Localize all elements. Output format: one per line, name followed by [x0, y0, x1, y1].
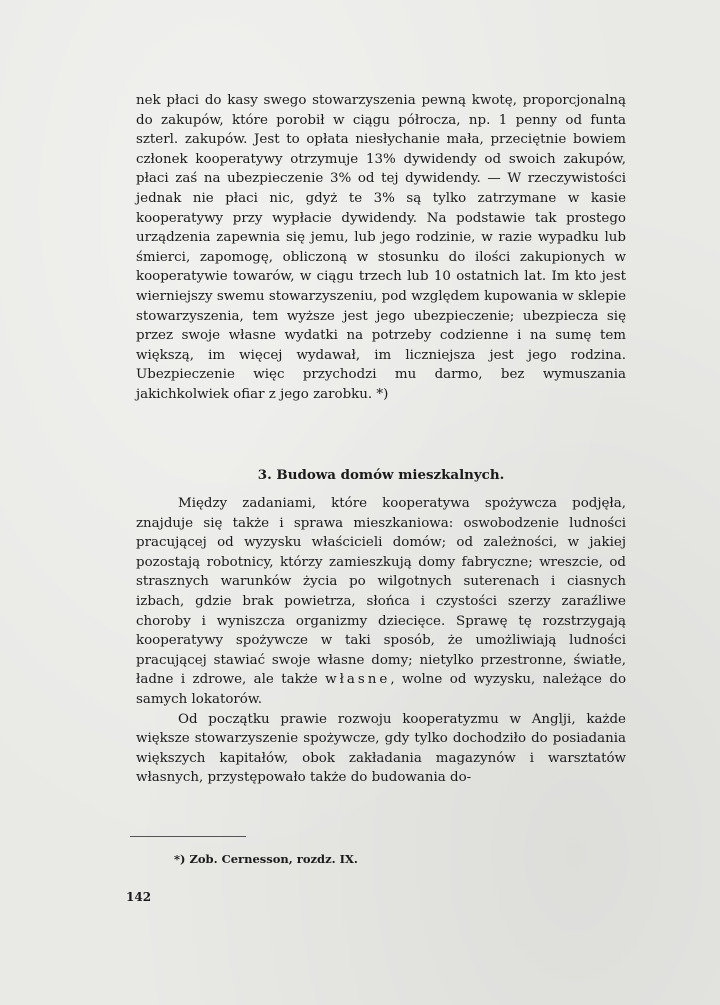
section-heading: 3. Budowa domów mieszkalnych.: [257, 467, 505, 483]
section-text-block: [136, 494, 626, 788]
emphasized-word: własne: [325, 672, 391, 688]
footnote: *) Zob. Cernesson, rozdz. IX.: [174, 852, 358, 866]
section-paragraph-1-end: , wolne od wyzysku, należące do samych lokatorów.: [136, 672, 627, 707]
footnote-divider: [130, 836, 246, 837]
section-paragraph-1: [136, 494, 626, 710]
section-paragraph-1-start: Między zadaniami, które kooperatywa spożywcza podjęła, znajduje się także i sprawa mieszkaniowa: oswobodzenie ludności pracującej od wyzysku właścicieli domów; od zależności, w jakiej pozostają robotnicy, którzy zamieszkują domy fabryczne; wreszcie, od strasznych warunków życia po wilgotnych suterenach i ciasnych izbach, gdzie brak powietrza, słońca i czystości szerzy zaraźliwe choroby i wyniszcza organizmy dziecięce. Sprawę tę rozstrzygają kooperatywy spożywcze w taki sposób, że umożliwiają ludności pracującej stawiać swoje własne domy; nietylko przestronne, światłe, ładne i zdrowe, ale także: [136, 496, 626, 688]
top-paragraph: nek płaci do kasy swego stowarzyszenia pewną kwotę, proporcjonalną do zakupów, które porobił w ciągu półrocza, np. 1 penny od funta szterl. zakupów. Jest to opłata niesłychanie mała, przeciętnie bowiem członek kooperatywy otrzymuje 13% dywidendy od swoich zakupów, płaci zaś na ubezpieczenie 3% od tej dywidendy. — W rzeczywistości jednak nie płaci nic, gdyż te 3% są tylko zatrzymane w kasie kooperatywy przy wypłacie dywidendy. Na podstawie tak prostego urządzenia zapewnia się jemu, lub jego rodzinie, w razie wypadku lub śmierci, zapomogę, obliczoną w stosunku do ilości zakupionych w kooperatywie towarów, w ciągu trzech lub 10 ostatnich lat. Im kto jest wierniejszy swemu stowarzyszeniu, pod względem kupowania w sklepie stowarzyszenia, tem wyższe jest jego ubezpieczenie; ubezpiecza się przez swoje własne wydatki na potrzeby codzienne i na sumę tem większą, im więcej wydawał, im liczniejsza jest jego rodzina. Ubezpieczenie więc przychodzi mu darmo, bez wymuszania jakichkolwiek ofiar z jego zarobku. *): [136, 93, 626, 402]
section-paragraph-2: Od początku prawie rozwoju kooperatyzmu w Anglji, każde większe stowarzyszenie spożywcze, gdy tylko dochodziło do posiadania większych kapitałów, obok zakładania magazynów i warsztatów własnych, przystępowało także do budowania do-: [136, 711, 626, 786]
top-paragraph-block: [136, 91, 626, 405]
page-number: 142: [126, 890, 152, 904]
